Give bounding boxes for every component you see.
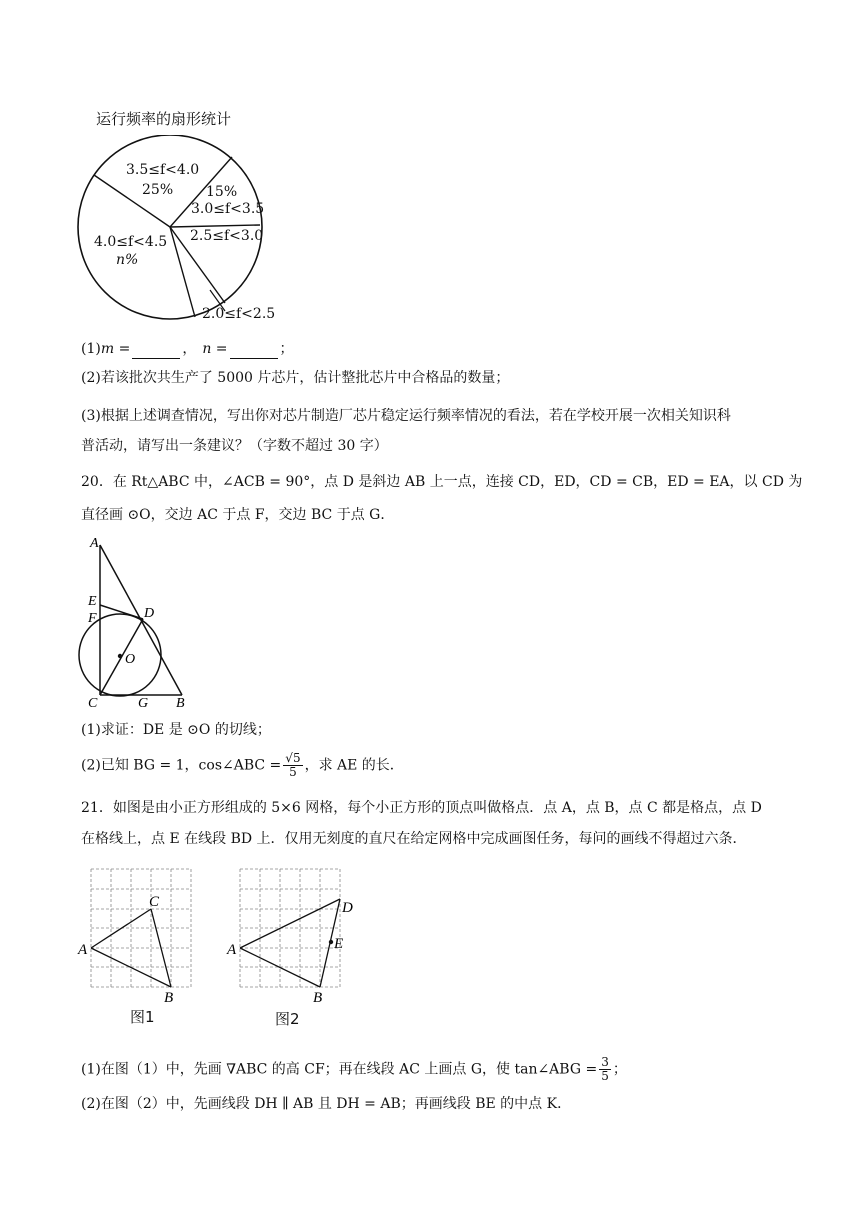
q19-part2: (2)若该批次共生产了 5000 片芯片，估计整批芯片中合格品的数量；: [81, 370, 510, 386]
answer-blank-m[interactable]: [132, 344, 180, 359]
fraction-sqrt5-over-5: $\frac{√5}{5}$: [285, 751, 301, 779]
label-D: D: [144, 606, 155, 621]
label-F: F: [88, 611, 97, 626]
slice-label-5-range: 4.0≤f<4.5: [94, 234, 168, 250]
answer-blank-n[interactable]: [230, 344, 278, 359]
slice-label-2-range: 3.0≤f<3.5: [191, 201, 265, 217]
grid-figure-2: [225, 862, 360, 1007]
q20-part2: (2)已知 BG = 1，cos∠ABC = $\frac{√5}{5}$ ，求 AE 的长．: [81, 751, 404, 779]
label-B: B: [176, 696, 185, 711]
fig1-caption: 图1: [130, 1008, 155, 1026]
fig1-label-A: A: [78, 942, 88, 958]
label-G: G: [138, 696, 149, 711]
q19-part3-line2: 普活动，请写出一条建议？（字数不超过 30 字）: [81, 438, 388, 454]
slice-label-5-pct: n%: [116, 252, 139, 268]
label-A: A: [90, 536, 99, 551]
grid-figure-1: [76, 862, 206, 1007]
q20-geometry-figure: [70, 535, 210, 715]
q21-part1: (1)在图（1）中，先画 ∇ABC 的高 CF；再在线段 AC 上画点 G，使 tan∠ABG = $\frac{3}{5}$ ；: [81, 1055, 627, 1083]
fig2-caption: 图2: [275, 1010, 300, 1028]
slice-label-3-range: 2.5≤f<3.0: [190, 228, 264, 244]
label-E: E: [88, 594, 97, 609]
fig2-label-E: E: [334, 936, 344, 952]
fig2-label-A: A: [227, 942, 237, 958]
q20-stem-line2: 直径画 ⊙O，交边 AC 于点 F，交边 BC 于点 G．: [81, 507, 395, 523]
q21-part2: (2)在图（2）中，先画线段 DH ∥ AB 且 DH = AB；再画线段 BE 的中点 K．: [81, 1096, 572, 1112]
label-O: O: [125, 652, 136, 667]
slice-label-4-range: 2.0≤f<2.5: [202, 306, 276, 322]
q21-stem-line1: 21．如图是由小正方形组成的 5×6 网格，每个小正方形的顶点叫做格点．点 A，点 B，点 C 都是格点，点 D: [81, 800, 762, 816]
fig2-label-D: D: [342, 900, 353, 916]
slice-label-1-pct: 25%: [142, 182, 174, 198]
q19-part3-line1: (3)根据上述调查情况，写出你对芯片制造厂芯片稳定运行频率情况的看法，若在学校开展一次相关知识科: [81, 408, 731, 424]
fig1-label-B: B: [164, 990, 174, 1006]
label-C: C: [88, 696, 98, 711]
pie-title: 运行频率的扇形统计: [96, 110, 232, 128]
slice-label-1-range: 3.5≤f<4.0: [126, 162, 200, 178]
q21-stem-line2: 在格线上，点 E 在线段 BD 上．仅用无刻度的直尺在给定网格中完成画图任务，每问的画线不得超过六条．: [81, 831, 747, 847]
fig2-label-B: B: [313, 990, 323, 1006]
q20-part1: (1)求证：DE 是 ⊙O 的切线；: [81, 722, 271, 738]
slice-label-2-pct: 15%: [206, 184, 238, 200]
fig1-label-C: C: [149, 894, 160, 910]
q19-part1: (1)m = ， n = ；: [81, 341, 294, 357]
q20-stem-line1: 20．在 Rt△ABC 中，∠ACB = 90°，点 D 是斜边 AB 上一点，连接 CD，ED，CD = CB，ED = EA，以 CD 为: [81, 474, 803, 490]
fraction-3-over-5: $\frac{3}{5}$: [601, 1055, 609, 1083]
